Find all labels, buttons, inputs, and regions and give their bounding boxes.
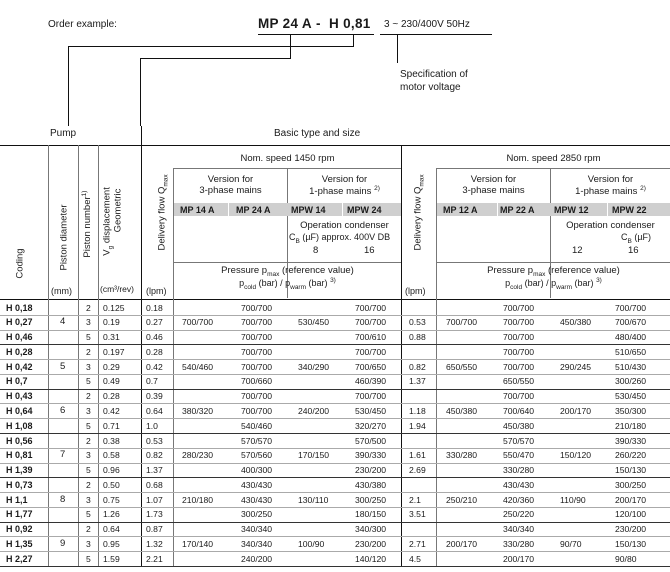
displacement-header: $V_g$ displacement: [101, 187, 115, 256]
coding-cell: H 0,81: [6, 450, 33, 461]
speed-1450: Nom. speed 1450 rpm: [240, 153, 335, 164]
piston-diameter-cell: 9: [60, 537, 66, 549]
delivery-flow-2850-cell: 0.82: [409, 361, 426, 372]
mp22a-pressure-cell: 340/340: [503, 524, 535, 535]
coding-cell: H 0,73: [6, 479, 33, 490]
mp24a-pressure-cell: 240/200: [241, 553, 273, 564]
mpw24-pressure-cell: 300/250: [355, 494, 387, 505]
voltage-spec-line1: Specification of: [400, 69, 468, 80]
mm-unit: (mm): [51, 286, 72, 296]
row-separator: [0, 330, 670, 331]
delivery-flow-1450-cell: 0.7: [146, 376, 158, 387]
pressure-1450-l2: $p_{cold}$ $(bar) / p_{warm}$ (bar) $^{3)}$: [239, 277, 336, 291]
mpw14-pressure-cell: 130/110: [298, 494, 329, 505]
delivery-flow-header-1450: Delivery flow $Q_{max}$: [156, 174, 170, 251]
model-mpw14: MPW 14: [291, 205, 326, 215]
delivery-flow-1450-cell: 0.39: [146, 391, 163, 402]
displacement-cell: 0.29: [103, 361, 120, 372]
mpw24-pressure-cell: 700/610: [355, 332, 387, 343]
displacement-cell: 0.125: [103, 302, 125, 313]
mp22a-pressure-cell: 430/430: [503, 479, 535, 490]
mpw22-pressure-cell: 480/400: [615, 332, 647, 343]
row-separator: [0, 492, 670, 493]
mpw22-pressure-cell: 260/220: [615, 450, 647, 461]
displacement-cell: 0.49: [103, 376, 120, 387]
mp14a-pressure-cell: 170/140: [182, 538, 214, 549]
band-sep-1: [228, 203, 229, 216]
piston-number-cell: 2: [86, 346, 91, 357]
delivery-flow-1450-cell: 0.27: [146, 317, 163, 328]
basic-type-header: Basic type and size: [274, 128, 361, 139]
piston-number-cell: 5: [86, 509, 91, 520]
row-separator: [0, 315, 670, 316]
pump-header: Pump: [50, 128, 77, 139]
displacement-cell: 0.64: [103, 524, 120, 535]
mp14a-pressure-cell: 540/460: [182, 361, 214, 372]
band-sep-4: [607, 203, 608, 216]
mpw22-pressure-cell: 530/450: [615, 391, 647, 402]
coding-cell: H 0,64: [6, 405, 33, 416]
coding-cell: H 0,7: [6, 376, 28, 387]
mpw22-pressure-cell: 150/130: [615, 538, 647, 549]
row-separator: [0, 374, 670, 375]
piston-number-cell: 2: [86, 302, 91, 313]
delivery-flow-2850-cell: 4.5: [409, 553, 421, 564]
vline-diameter: [78, 145, 79, 566]
piston-number-cell: 5: [86, 332, 91, 343]
pressure-2850-l1: Pressure $p_{max}$ (reference value): [487, 265, 620, 278]
mp24a-pressure-cell: 430/430: [241, 479, 273, 490]
mp22a-pressure-cell: 330/280: [503, 465, 535, 476]
condenser-1450-l1: Operation condenser: [300, 220, 389, 231]
vline-pump-basic: [141, 126, 142, 566]
row-separator: [0, 477, 670, 478]
mpw24-pressure-cell: 530/450: [355, 405, 387, 416]
mp22a-pressure-cell: 700/700: [503, 302, 535, 313]
mpw22-pressure-cell: 150/130: [615, 465, 647, 476]
coding-header: Coding: [14, 248, 26, 279]
piston-number-cell: 3: [86, 361, 91, 372]
piston-number-cell: 2: [86, 524, 91, 535]
mpw14-pressure-cell: 100/90: [298, 538, 325, 549]
version-3phase-2850-l1: Version for: [470, 174, 517, 185]
lpm-unit-1450: (lpm): [146, 286, 167, 296]
mpw24-pressure-cell: 390/330: [355, 450, 387, 461]
voltage-spec-line2: motor voltage: [400, 82, 461, 93]
delivery-flow-1450-cell: 1.32: [146, 538, 163, 549]
delivery-flow-2850-cell: 3.51: [409, 509, 426, 520]
mp22a-pressure-cell: 200/170: [503, 553, 535, 564]
mp22a-pressure-cell: 450/380: [503, 420, 535, 431]
mp22a-pressure-cell: 570/570: [503, 435, 535, 446]
mp22a-pressure-cell: 550/470: [503, 450, 535, 461]
mpw22-pressure-cell: 200/170: [615, 494, 647, 505]
mpw14-pressure-cell: 170/150: [298, 450, 330, 461]
speed-2850: Nom. speed 2850 rpm: [506, 153, 601, 164]
condenser-2850-l1: Operation condenser: [566, 220, 655, 231]
delivery-flow-2850-cell: 2.1: [409, 494, 421, 505]
version-3phase-1450-l2: 3-phase mains: [199, 185, 262, 196]
delivery-flow-2850-cell: 2.69: [409, 465, 426, 476]
piston-diameter-cell: 5: [60, 360, 66, 372]
coding-cell: H 1,08: [6, 420, 33, 431]
mp12a-pressure-cell: 450/380: [446, 405, 478, 416]
displacement-cell: 0.75: [103, 494, 120, 505]
delivery-flow-1450-cell: 1.73: [146, 509, 163, 520]
mpw24-pressure-cell: 340/300: [355, 524, 387, 535]
header-bottom-rule: [0, 299, 670, 300]
mpw24-pressure-cell: 230/200: [355, 538, 387, 549]
delivery-flow-2850-cell: 0.53: [409, 317, 426, 328]
mpw12-pressure-cell: 150/120: [560, 450, 592, 461]
delivery-flow-header-2850: Delivery flow $Q_{max}$: [412, 174, 426, 251]
mp14a-pressure-cell: 280/230: [182, 450, 214, 461]
coding-cell: H 0,46: [6, 332, 33, 343]
coding-cell: H 0,28: [6, 346, 33, 357]
delivery-flow-1450-cell: 0.64: [146, 405, 163, 416]
mpw22-pressure-cell: 390/330: [615, 435, 647, 446]
mp22a-pressure-cell: 700/700: [503, 391, 535, 402]
mpw22-pressure-cell: 300/250: [615, 479, 647, 490]
displacement-cell: 0.71: [103, 420, 120, 431]
delivery-flow-1450-cell: 1.0: [146, 420, 158, 431]
mp24a-pressure-cell: 700/700: [241, 317, 273, 328]
order-voltage: 3 ~ 230/400V 50Hz: [384, 19, 470, 30]
band-sep-2: [342, 203, 343, 216]
mpw24-pressure-cell: 140/120: [355, 553, 387, 564]
piston-number-cell: 2: [86, 479, 91, 490]
version-3phase-1450-l1: Version for: [207, 174, 254, 185]
piston-number-cell: 3: [86, 538, 91, 549]
mp14a-pressure-cell: 380/320: [182, 405, 214, 416]
piston-number-header: Piston number$^{1)}$: [80, 190, 94, 258]
vline-pistonnum: [98, 145, 99, 566]
mp22a-pressure-cell: 420/360: [503, 494, 535, 505]
mp24a-pressure-cell: 700/700: [241, 302, 273, 313]
coding-cell: H 0,18: [6, 302, 33, 313]
mpw22-pressure-cell: 90/80: [615, 553, 637, 564]
mpw24-pressure-cell: 180/150: [355, 509, 387, 520]
mpw22-pressure-cell: 700/670: [615, 317, 647, 328]
coding-cell: H 1,35: [6, 538, 33, 549]
delivery-flow-1450-cell: 0.28: [146, 346, 163, 357]
piston-diameter-cell: 6: [60, 404, 66, 416]
model-mp12a: MP 12 A: [443, 205, 478, 215]
piston-number-cell: 3: [86, 450, 91, 461]
condenser-2850-val-16: 16: [628, 245, 639, 256]
mpw14-pressure-cell: 340/290: [298, 361, 330, 372]
order-code-dash: -: [316, 16, 321, 31]
displacement-cell: 0.58: [103, 450, 120, 461]
order-code-pump: MP 24 A: [258, 16, 312, 31]
coding-cell: H 1,1: [6, 494, 28, 505]
version-1phase-1450-l1: Version for: [321, 174, 368, 185]
mpw12-pressure-cell: 110/90: [560, 494, 586, 505]
piston-number-cell: 2: [86, 435, 91, 446]
lpm-unit-2850: (lpm): [405, 286, 426, 296]
delivery-flow-2850-cell: 1.18: [409, 405, 426, 416]
mpw14-pressure-cell: 240/200: [298, 405, 330, 416]
version-1phase-2850-l2: 1-phase mains $^{2)}$: [575, 185, 646, 198]
condenser-1450-val-8: 8: [313, 245, 319, 256]
band-sep-3: [497, 203, 498, 216]
mpw12-pressure-cell: 200/170: [560, 405, 592, 416]
mp24a-pressure-cell: 300/250: [241, 509, 273, 520]
mp24a-pressure-cell: 700/700: [241, 405, 273, 416]
mp12a-pressure-cell: 330/280: [446, 450, 478, 461]
displacement-unit: (cm³/rev): [100, 284, 134, 294]
row-separator: [0, 344, 670, 345]
mp14a-pressure-cell: 700/700: [182, 317, 214, 328]
row-separator: [0, 522, 670, 523]
geometric-header: Geometric: [112, 188, 124, 233]
row-separator: [0, 463, 670, 464]
mpw24-pressure-cell: 700/650: [355, 361, 387, 372]
mpw22-pressure-cell: 230/200: [615, 524, 647, 535]
mpw22-pressure-cell: 700/700: [615, 302, 647, 313]
mp22a-pressure-cell: 330/280: [503, 538, 535, 549]
row-separator: [0, 389, 670, 390]
delivery-flow-1450-cell: 1.07: [146, 494, 163, 505]
row-separator: [0, 418, 670, 419]
coding-cell: H 0,42: [6, 361, 33, 372]
mp22a-pressure-cell: 700/700: [503, 346, 535, 357]
displacement-cell: 0.96: [103, 465, 120, 476]
piston-number-cell: 3: [86, 317, 91, 328]
mpw12-pressure-cell: 450/380: [560, 317, 592, 328]
row-separator: [0, 433, 670, 434]
delivery-flow-1450-cell: 0.46: [146, 332, 163, 343]
piston-number-cell: 3: [86, 405, 91, 416]
delivery-flow-2850-cell: 0.88: [409, 332, 426, 343]
version-1phase-2850-l1: Version for: [587, 174, 634, 185]
mp24a-pressure-cell: 340/340: [241, 524, 273, 535]
row-separator: [0, 566, 670, 567]
displacement-cell: 0.38: [103, 435, 120, 446]
mp24a-pressure-cell: 700/700: [241, 346, 273, 357]
mp24a-pressure-cell: 700/700: [241, 361, 273, 372]
row-separator: [0, 551, 670, 552]
connector-coding-down: [353, 34, 354, 46]
mpw22-pressure-cell: 300/260: [615, 376, 647, 387]
delivery-flow-1450-cell: 0.68: [146, 479, 163, 490]
mp24a-pressure-cell: 570/560: [241, 450, 273, 461]
condenser-2850-l2: $C_B$ (µF): [621, 232, 652, 245]
delivery-flow-2850-cell: 2.71: [409, 538, 426, 549]
mp24a-pressure-cell: 700/700: [241, 391, 273, 402]
piston-diameter-header: Piston diameter: [58, 204, 70, 271]
mpw24-pressure-cell: 700/700: [355, 302, 387, 313]
condenser-1450-val-16: 16: [364, 245, 375, 256]
mpw22-pressure-cell: 210/180: [615, 420, 647, 431]
piston-number-cell: 3: [86, 494, 91, 505]
connector-pump-horizontal: [140, 58, 291, 59]
hline-2850-speed: [436, 168, 670, 169]
mpw24-pressure-cell: 230/200: [355, 465, 387, 476]
piston-number-cell: 2: [86, 391, 91, 402]
coding-cell: H 1,77: [6, 509, 33, 520]
row-separator: [0, 403, 670, 404]
pressure-2850-l2: $p_{cold}$ $(bar) / p_{warm}$ (bar) $^{3)}$: [505, 277, 602, 291]
model-mp22a: MP 22 A: [500, 205, 535, 215]
mp12a-pressure-cell: 250/210: [446, 494, 478, 505]
pressure-1450-l1: Pressure $p_{max}$ (reference value): [221, 265, 354, 278]
piston-number-cell: 5: [86, 465, 91, 476]
mp24a-pressure-cell: 340/340: [241, 538, 273, 549]
delivery-flow-1450-cell: 0.18: [146, 302, 163, 313]
mpw24-pressure-cell: 700/700: [355, 391, 387, 402]
displacement-cell: 1.59: [103, 553, 120, 564]
mpw24-pressure-cell: 700/700: [355, 346, 387, 357]
mpw22-pressure-cell: 510/650: [615, 346, 647, 357]
mpw14-pressure-cell: 530/450: [298, 317, 330, 328]
hline-pressure-1450: [174, 262, 401, 263]
coding-cell: H 0,92: [6, 524, 33, 535]
vline-1450-2850: [401, 145, 402, 566]
mp24a-pressure-cell: 700/700: [241, 332, 273, 343]
delivery-flow-1450-cell: 1.37: [146, 465, 163, 476]
mpw22-pressure-cell: 120/100: [615, 509, 647, 520]
mp24a-pressure-cell: 540/460: [241, 420, 273, 431]
piston-number-cell: 5: [86, 376, 91, 387]
mp22a-pressure-cell: 700/700: [503, 317, 535, 328]
coding-cell: H 0,43: [6, 391, 33, 402]
delivery-flow-2850-cell: 1.37: [409, 376, 426, 387]
mpw12-pressure-cell: 90/70: [560, 538, 582, 549]
row-separator: [0, 448, 670, 449]
displacement-cell: 0.19: [103, 317, 120, 328]
mpw12-pressure-cell: 290/245: [560, 361, 592, 372]
mpw24-pressure-cell: 320/270: [355, 420, 387, 431]
delivery-flow-2850-cell: 1.61: [409, 450, 426, 461]
piston-number-cell: 5: [86, 420, 91, 431]
mpw22-pressure-cell: 510/430: [615, 361, 647, 372]
condenser-2850-val-12: 12: [572, 245, 583, 256]
coding-cell: H 0,27: [6, 317, 33, 328]
model-mp24a: MP 24 A: [236, 205, 271, 215]
displacement-cell: 0.28: [103, 391, 120, 402]
coding-cell: H 0,56: [6, 435, 33, 446]
connector-coding-left: [68, 46, 69, 126]
mpw24-pressure-cell: 570/500: [355, 435, 387, 446]
mp24a-pressure-cell: 700/660: [241, 376, 273, 387]
delivery-flow-1450-cell: 0.87: [146, 524, 163, 535]
displacement-cell: 0.197: [103, 346, 125, 357]
mp22a-pressure-cell: 250/220: [503, 509, 535, 520]
displacement-cell: 1.26: [103, 509, 120, 520]
piston-diameter-cell: 7: [60, 449, 66, 461]
delivery-flow-1450-cell: 0.42: [146, 361, 163, 372]
mp12a-pressure-cell: 200/170: [446, 538, 478, 549]
connector-voltage: [397, 34, 398, 63]
order-code-coding: H 0,81: [329, 16, 371, 31]
delivery-flow-1450-cell: 0.82: [146, 450, 163, 461]
mp12a-pressure-cell: 700/700: [446, 317, 478, 328]
version-3phase-2850-l2: 3-phase mains: [462, 185, 525, 196]
coding-cell: H 1,39: [6, 465, 33, 476]
mp22a-pressure-cell: 700/640: [503, 405, 535, 416]
displacement-cell: 0.31: [103, 332, 120, 343]
mp22a-pressure-cell: 700/700: [503, 361, 535, 372]
model-mpw12: MPW 12: [554, 205, 589, 215]
row-separator: [0, 507, 670, 508]
vline-coding: [48, 145, 49, 566]
hline-pressure-2850: [437, 262, 670, 263]
order-example-label: Order example:: [48, 19, 117, 30]
model-mpw24: MPW 24: [347, 205, 382, 215]
mp24a-pressure-cell: 400/300: [241, 465, 273, 476]
piston-diameter-cell: 8: [60, 493, 66, 505]
delivery-flow-1450-cell: 2.21: [146, 553, 163, 564]
mp24a-pressure-cell: 570/570: [241, 435, 273, 446]
hline-1450-speed: [173, 168, 401, 169]
displacement-cell: 0.50: [103, 479, 120, 490]
mpw24-pressure-cell: 430/380: [355, 479, 387, 490]
connector-pump-left: [140, 58, 141, 126]
mp24a-pressure-cell: 430/430: [241, 494, 273, 505]
mp14a-pressure-cell: 210/180: [182, 494, 214, 505]
model-mp14a: MP 14 A: [180, 205, 215, 215]
mp22a-pressure-cell: 700/700: [503, 332, 535, 343]
displacement-cell: 0.95: [103, 538, 120, 549]
mp12a-pressure-cell: 650/550: [446, 361, 478, 372]
delivery-flow-1450-cell: 0.53: [146, 435, 163, 446]
coding-cell: H 2,27: [6, 553, 33, 564]
version-1phase-1450-l2: 1-phase mains $^{2)}$: [309, 185, 380, 198]
condenser-1450-l2: $C_B$ (µF) approx. 400V DB: [289, 232, 391, 245]
mpw24-pressure-cell: 460/390: [355, 376, 387, 387]
delivery-flow-2850-cell: 1.94: [409, 420, 426, 431]
mp22a-pressure-cell: 650/550: [503, 376, 535, 387]
mpw22-pressure-cell: 350/300: [615, 405, 647, 416]
row-separator: [0, 359, 670, 360]
connector-coding-horizontal: [68, 46, 354, 47]
model-mpw22: MPW 22: [612, 205, 647, 215]
header-top-rule: [0, 145, 670, 146]
mpw24-pressure-cell: 700/700: [355, 317, 387, 328]
piston-number-cell: 5: [86, 553, 91, 564]
connector-pump-down: [290, 34, 291, 58]
row-separator: [0, 536, 670, 537]
displacement-cell: 0.42: [103, 405, 120, 416]
underline-code: [258, 34, 374, 35]
piston-diameter-cell: 4: [60, 316, 66, 328]
